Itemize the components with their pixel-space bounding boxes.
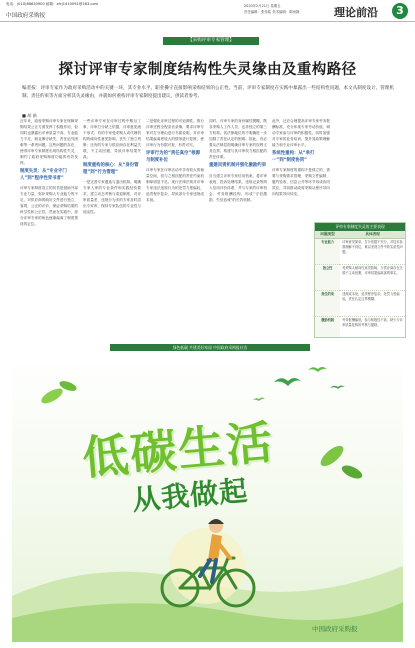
- leaf-icon: [340, 463, 364, 481]
- side-table-grid: [315, 231, 405, 338]
- side-table-title: 评审专家制度失灵的主要表现: [315, 223, 405, 231]
- low-carbon-poster: [12, 356, 403, 642]
- column-tag: 【采购评审专家管理】: [163, 37, 259, 45]
- bird-icon: [330, 386, 345, 390]
- body-paragraph: 评审专家在评审活动中享有较大的裁量空间，但与之相匹配的责任约束机制却明显不足。现行法律法规对评审专家违法违规行为的处罚力度偏轻，追责程序复杂，导致部分专家违规成本低。: [146, 168, 204, 202]
- table-cell-desc: 受采购人倾向性意见影响，与供应商存在关联不主动回避，评审结果偏离客观事实。: [340, 265, 405, 291]
- article-column-4: [209, 118, 267, 338]
- poster-subtitle: 从我做起: [130, 474, 250, 517]
- leaf-icon: [39, 386, 65, 407]
- table-header-type: 问题类型: [315, 231, 340, 239]
- article-column-2: [83, 118, 141, 338]
- body-paragraph: 评审专家制度设立的初衷是借助外部专业力量，弥补采购人专业能力的不足，对供应商的响应文件进行独立、客观、公正的评价，保证采购结果的科学性和公正性。然而在实践中，部分评审专家的角色逐渐偏离了制度预设的定位。: [20, 186, 78, 226]
- section-subheading: 重建问责机制并强化激励约束: [209, 163, 267, 168]
- promo-bar: 绿色低碳 共建美好家园 中国政府采购报社宣: [110, 344, 310, 351]
- table-cell-desc: 违规成本低，追责程序复杂，处罚力度偏轻，责任认定边界模糊。: [340, 291, 405, 317]
- body-paragraph: 一些评审专家在评审过程中敷衍了事，评审打分缺乏依据，评审意见流于形式；有的专家受采购人或代理机构的倾向性意见影响，丧失了独立判断；还有的专家与供应商存在利益关联，不主动回避，导致评审结果失真。: [83, 119, 141, 159]
- poster-brand: 中国政府采购报: [312, 625, 358, 633]
- contact-info: 电话：(010)68630900 邮箱：zfcj1410091@163.com: [6, 2, 99, 6]
- article-abstract: 编者按：评审专家作为政府采购活动中的关键一环，其专业水平、职业操守直接影响采购结果的公正性。当前，评审专家制度在实践中暴露出一些结构性问题，本文从制度设计、管理机制、责任约束等方面分析其失灵缘由，并就如何重构评审专家制度提出建议，供读者参考。: [22, 86, 394, 99]
- side-table: [314, 222, 406, 338]
- article-byline: ■ 胡 新: [22, 113, 37, 118]
- table-cell-desc: 评审意见简单，打分依据不充分，对技术参数理解不到位，难以发现文件中的实质性问题。: [340, 239, 405, 265]
- table-cell-type: 专业能力: [315, 239, 340, 265]
- body-paragraph: 此外，还应合理提高评审专家劳务报酬标准，充分体现专家劳动价值，调动专家参与评审的积极性，同时加强对专家的业务培训，提升其政策理解能力和专业评审水平。: [272, 119, 330, 147]
- editor-credits: 责任编辑：张伟铭 美术编辑：陈雨静: [244, 10, 300, 14]
- body-paragraph: 同时，评审专家的身份属性模糊，既非采购人工作人员，也非独立的第三方机构，其法律地位的不明确进一步加剧了责任认定的困难。因此，有必要从法律层面明确评审专家的权利义务边界，构建与其评审权力相匹配的责任体系。: [209, 119, 267, 159]
- leaf-icon: [317, 442, 346, 469]
- article-headline: 探讨评审专家制度结构性失灵缘由及重构路径: [58, 61, 357, 78]
- section-subheading: 系统性重构：从“单打一”到“制度协同”: [272, 151, 315, 163]
- bird-icon: [274, 378, 301, 386]
- page-number-badge: 3: [392, 3, 408, 19]
- table-cell-type: 独立性: [315, 265, 340, 291]
- section-subheading: 制度重构的核心：从“身份管理”到“行为管理”: [83, 163, 139, 175]
- body-paragraph: 应当建立评审专家信用档案，将评审表现、投诉处理结果、违规记录等纳入信用评价体系，并与专家的评审机会、劳务报酬挂钩，形成“守信激励、失信惩戒”的长效机制。: [209, 173, 267, 202]
- section-title: 理论前沿: [334, 6, 378, 19]
- article-column-1: [20, 118, 78, 338]
- body-paragraph: 评审专家制度的重构不是孤立的，需要与采购需求管理、采购文件编制、履约验收、信息公开等环节形成协同效应，共同推动政府采购从程序导向向结果导向转变。: [272, 168, 330, 196]
- section-subheading: 制度失灵：从“专业守门人”到“程序性背书者”: [20, 169, 67, 181]
- article-column-3: [146, 118, 204, 338]
- bird-icon: [253, 398, 265, 402]
- issue-date: 2020年2月21日 星期五: [244, 4, 281, 8]
- table-header-desc: 具体表现: [340, 231, 405, 239]
- table-cell-desc: 劳务报酬偏低，参与积极性不高，缺少与评审质量挂钩的考核与激励。: [340, 317, 405, 338]
- poster-title: 低碳生活: [80, 414, 277, 486]
- section-subheading: 评审行为的“责任真空”根源与制度补位: [146, 151, 201, 163]
- body-paragraph: 近年来，政府采购评审专家在保障采购结果公正方面发挥了积极作用，但同时也暴露出评审质量不高、专业能力不足、职业操守缺失、责任追究困难等一系列问题。这些问题的存在，使得评审专家制度出现结构性失灵，制约了政府采购制度功能的有效发挥。: [20, 119, 78, 165]
- masthead: [0, 0, 415, 22]
- table-cell-type: 激励机制: [315, 317, 340, 338]
- body-paragraph: 一是完善专家遴选与退出机制。明确专家入库的专业条件和实践经验要求，建立动态考核与清退制度，对评审质量差、违规行为多的专家及时清出专家库，保持专家队伍的专业性与纯洁性。: [83, 180, 141, 214]
- table-cell-type: 责任约束: [315, 291, 340, 317]
- paper-name: 中国政府采购报: [6, 13, 46, 19]
- body-paragraph: 二是强化评审过程的可追溯性。推行评审过程全程录音录像，要求评审专家对打分理由进行书面说明，对评审结果偏离度较大的情形进行复核，使评审行为有据可查、有责可究。: [146, 119, 204, 147]
- bird-icon: [308, 367, 327, 372]
